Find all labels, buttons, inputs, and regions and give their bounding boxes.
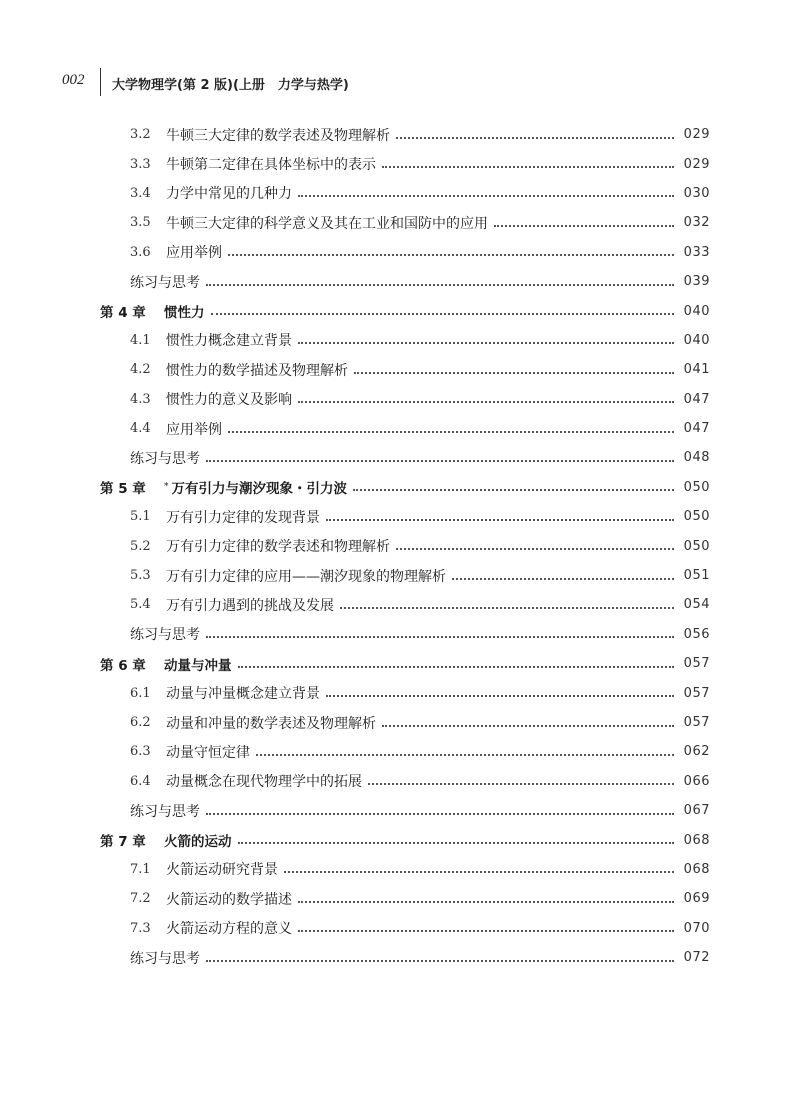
chapter-title: 万有引力与潮汐现象・引力波 — [171, 481, 347, 498]
section-number: 4.3 — [130, 391, 151, 407]
chapter-label: 第 6 章 — [100, 657, 146, 674]
dot-leader — [206, 636, 674, 638]
section-title: 牛顿三大定律的数学表述及物理解析 — [166, 127, 390, 144]
toc-section-row[interactable] — [100, 737, 710, 766]
dot-leader — [228, 254, 674, 256]
dot-leader — [298, 342, 674, 344]
toc-section-row[interactable] — [100, 855, 710, 884]
dot-leader — [396, 548, 674, 550]
dot-leader — [326, 695, 674, 697]
page-ref: 032 — [683, 215, 710, 231]
page-ref: 054 — [683, 597, 710, 613]
section-number: 3.3 — [130, 156, 151, 172]
toc-section-row[interactable] — [100, 208, 710, 237]
chapter-title: 火箭的运动 — [164, 834, 232, 851]
toc-exercise-row[interactable] — [100, 796, 710, 825]
toc-section-row[interactable] — [100, 179, 710, 208]
section-title: 应用举例 — [166, 245, 222, 262]
exercise-title: 练习与思考 — [130, 803, 200, 820]
dot-leader — [396, 137, 674, 139]
section-title: 惯性力的数学描述及物理解析 — [166, 362, 348, 379]
dot-leader — [326, 519, 674, 521]
section-number: 4.1 — [130, 332, 151, 348]
dot-leader — [206, 960, 674, 962]
section-number: 6.3 — [130, 744, 151, 760]
page-ref: 050 — [683, 479, 710, 495]
toc-section-row[interactable] — [100, 531, 710, 560]
page-ref: 051 — [683, 568, 710, 584]
toc-section-row[interactable] — [100, 884, 710, 913]
dot-leader — [353, 489, 674, 491]
running-header — [62, 68, 742, 98]
page-ref: 067 — [683, 803, 710, 819]
page-ref: 057 — [683, 656, 710, 672]
dot-leader — [298, 401, 674, 403]
section-number: 6.2 — [130, 715, 151, 730]
page-ref: 069 — [683, 891, 710, 907]
section-number: 7.2 — [130, 891, 151, 907]
chapter-label: 第 5 章 — [100, 481, 146, 498]
section-number: 4.2 — [130, 362, 151, 378]
section-number: 5.1 — [130, 509, 151, 525]
section-number: 4.4 — [130, 421, 151, 437]
page-ref: 029 — [683, 156, 710, 172]
dot-leader — [284, 871, 674, 873]
dot-leader — [206, 460, 674, 462]
chapter-label: 第 4 章 — [100, 305, 146, 322]
toc-section-row[interactable] — [100, 355, 710, 384]
section-title: 火箭运动方程的意义 — [166, 921, 292, 938]
dot-leader — [211, 313, 675, 315]
page-ref: 047 — [683, 421, 710, 437]
section-number: 3.6 — [130, 244, 151, 260]
section-title: 惯性力的意义及影响 — [166, 392, 292, 409]
toc-section-row[interactable] — [100, 120, 710, 149]
toc-section-row[interactable] — [100, 385, 710, 414]
page-ref: 056 — [683, 626, 710, 642]
page-number: 002 — [62, 72, 85, 88]
dot-leader — [382, 166, 674, 168]
page-ref: 033 — [683, 244, 710, 260]
optional-star-mark: * — [164, 482, 169, 493]
dot-leader — [368, 783, 674, 785]
section-title: 牛顿第二定律在具体坐标中的表示 — [166, 157, 376, 174]
section-title: 万有引力定律的应用——潮汐现象的物理解析 — [166, 568, 446, 585]
dot-leader — [206, 813, 674, 815]
page-ref: 057 — [683, 715, 710, 730]
page-ref: 068 — [683, 832, 710, 848]
section-number: 5.3 — [130, 568, 151, 584]
section-title: 万有引力遇到的挑战及发展 — [166, 597, 334, 614]
section-title: 牛顿三大定律的科学意义及其在工业和国防中的应用 — [166, 215, 488, 232]
section-title: 火箭运动的数学描述 — [166, 891, 292, 908]
chapter-label: 第 7 章 — [100, 834, 146, 851]
toc-exercise-row[interactable] — [100, 620, 710, 649]
section-number: 7.1 — [130, 861, 151, 877]
dot-leader — [238, 666, 675, 668]
chapter-title: 惯性力 — [164, 305, 205, 322]
toc-section-row[interactable] — [100, 767, 710, 796]
toc-section-row[interactable] — [100, 561, 710, 590]
dot-leader — [298, 901, 674, 903]
dot-leader — [494, 225, 674, 227]
toc-exercise-row[interactable] — [100, 267, 710, 296]
toc-section-row[interactable] — [100, 590, 710, 619]
toc-chapter-row[interactable] — [100, 473, 710, 502]
toc-chapter-row[interactable] — [100, 825, 710, 854]
section-number: 3.4 — [130, 185, 151, 201]
dot-leader — [452, 578, 674, 580]
page-ref: 047 — [683, 391, 710, 407]
dot-leader — [298, 930, 674, 932]
page-ref: 029 — [683, 127, 710, 143]
chapter-title: 动量与冲量 — [164, 657, 232, 674]
page-ref: 040 — [683, 332, 710, 348]
section-title: 应用举例 — [166, 421, 222, 438]
toc-section-row[interactable] — [100, 678, 710, 707]
page-ref: 030 — [683, 185, 710, 201]
page-ref: 066 — [683, 773, 710, 789]
exercise-title: 练习与思考 — [130, 450, 200, 467]
section-title: 火箭运动研究背景 — [166, 862, 278, 879]
page-ref: 050 — [683, 509, 710, 525]
page-ref: 048 — [683, 450, 710, 466]
page-ref: 072 — [683, 950, 710, 966]
section-title: 动量概念在现代物理学中的拓展 — [166, 774, 362, 791]
toc-exercise-row[interactable] — [100, 443, 710, 472]
toc-section-row[interactable] — [100, 914, 710, 943]
dot-leader — [340, 607, 674, 609]
section-title: 万有引力定律的发现背景 — [166, 509, 320, 526]
section-number: 3.5 — [130, 215, 151, 231]
section-number: 3.2 — [130, 127, 151, 143]
toc-section-row[interactable] — [100, 414, 710, 443]
page-ref: 050 — [683, 538, 710, 554]
page-ref: 041 — [683, 362, 710, 378]
section-number: 6.4 — [130, 773, 151, 789]
section-title: 动量和冲量的数学表述及物理解析 — [166, 715, 376, 732]
section-number: 7.3 — [130, 920, 151, 936]
book-title: 大学物理学(第 2 版)(上册 力学与热学) — [112, 78, 349, 93]
dot-leader — [298, 195, 674, 197]
table-of-contents — [100, 120, 710, 972]
toc-exercise-row[interactable] — [100, 943, 710, 972]
exercise-title: 练习与思考 — [130, 950, 200, 967]
dot-leader — [238, 842, 675, 844]
section-title: 万有引力定律的数学表述和物理解析 — [166, 539, 390, 556]
page-ref: 062 — [683, 744, 710, 760]
section-title: 惯性力概念建立背景 — [166, 333, 292, 350]
dot-leader — [206, 284, 674, 286]
section-number: 6.1 — [130, 685, 151, 701]
section-title: 动量与冲量概念建立背景 — [166, 686, 320, 703]
header-divider — [100, 68, 101, 96]
toc-section-row[interactable] — [100, 149, 710, 178]
dot-leader — [354, 372, 674, 374]
dot-leader — [256, 754, 674, 756]
section-number: 5.2 — [130, 538, 151, 554]
section-title: 动量守恒定律 — [166, 744, 250, 761]
page-ref: 068 — [683, 861, 710, 877]
toc-section-row[interactable] — [100, 238, 710, 267]
exercise-title: 练习与思考 — [130, 627, 200, 644]
toc-chapter-row[interactable] — [100, 296, 710, 325]
page-ref: 070 — [683, 920, 710, 936]
dot-leader — [228, 431, 674, 433]
toc-section-row[interactable] — [100, 708, 710, 737]
toc-chapter-row[interactable] — [100, 649, 710, 678]
section-number: 5.4 — [130, 597, 151, 613]
toc-section-row[interactable] — [100, 502, 710, 531]
dot-leader — [382, 725, 674, 727]
page-ref: 057 — [683, 685, 710, 701]
page-ref: 039 — [683, 274, 710, 290]
toc-section-row[interactable] — [100, 326, 710, 355]
exercise-title: 练习与思考 — [130, 274, 200, 291]
section-title: 力学中常见的几种力 — [166, 186, 292, 203]
page-ref: 040 — [683, 303, 710, 319]
